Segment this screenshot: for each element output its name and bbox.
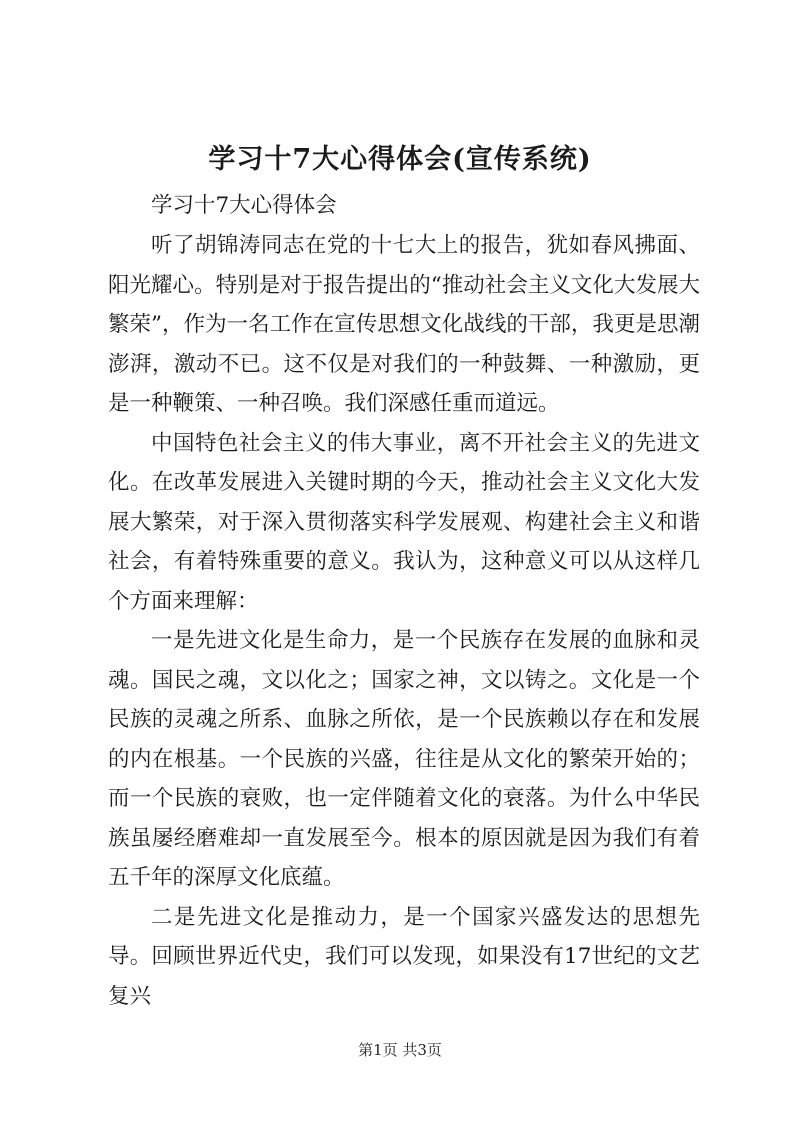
- document-subtitle: 学习十7大心得体会: [151, 193, 337, 218]
- document-body: [108, 186, 700, 1016]
- paragraph-intro: 听了胡锦涛同志在党的十七大上的报告，犹如春风拂面、阳光耀心。特别是对于报告提出的“推动社会主义文化大发展大繁荣”，作为一名工作在宣传思想文化战线的干部，我更是思潮澎湃，激动不已。这不仅是对我们的一种鼓舞、一种激励，更是一种鞭策、一种召唤。我们深感任重而道远。: [108, 233, 700, 416]
- document-title: 学习十7大心得体会(宣传系统): [208, 144, 592, 175]
- paragraph-point-two: 二是先进文化是推动力，是一个国家兴盛发达的思想先导。回顾世界近代史，我们可以发现，如果没有17世纪的文艺复兴: [108, 904, 700, 1009]
- paragraph-significance: 中国特色社会主义的伟大事业，离不开社会主义的先进文化。在改革发展进入关键时期的今天，推动社会主义文化大发展大繁荣，对于深入贯彻落实科学发展观、构建社会主义和谐社会，有着特殊重要的意义。我认为，这种意义可以从这样几个方面来理解：: [108, 430, 700, 614]
- paragraph-point-one: 一是先进文化是生命力，是一个民族存在发展的血脉和灵魂。国民之魂，文以化之；国家之神，文以铸之。文化是一个民族的灵魂之所系、血脉之所依，是一个民族赖以存在和发展的内在根基。一个民族的兴盛，往往是从文化的繁荣开始的；而一个民族的衰败，也一定伴随着文化的衰落。为什么中华民族虽屡经磨难却一直发展至今。根本的原因就是因为我们有着五千年的深厚文化底蕴。: [108, 628, 700, 890]
- page-footer: 第1页 共3页: [358, 1041, 442, 1059]
